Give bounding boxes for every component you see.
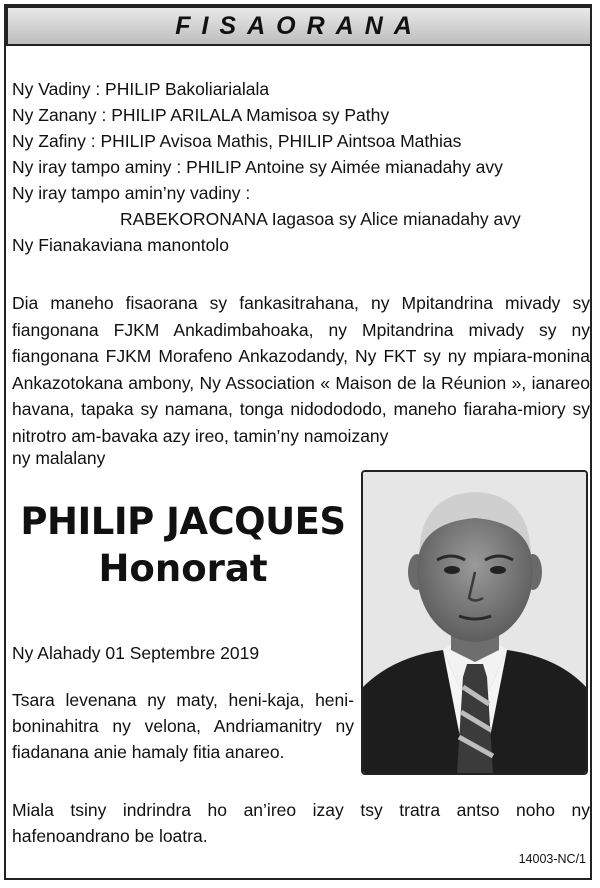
tribute-paragraph: Tsara levenana ny maty, heni-kaja, heni-boninahitra ny velona, Andriamanitry ny fiadanana anie hamaly fitia anareo.: [12, 690, 354, 762]
family-line-spouse: Ny Vadiny : PHILIP Bakoliarialala: [12, 79, 270, 99]
notice-header: [6, 6, 592, 46]
family-list: [12, 76, 521, 258]
portrait-photo: [361, 470, 588, 775]
family-line-whole-family: Ny Fianakaviana manontolo: [12, 235, 229, 255]
thanks-paragraph: Dia maneho fisaorana sy fankasitrahana, ny Mpitandrina mivady sy fiangonana FJKM Ankadimbahoaka, ny Mpitandrina mivady sy ny fiangonana FJKM Morafeno Ankazodandy, Ny FKT sy ny mpiara-monina Ankazotokana ambony, Ny Association « Maison de la Réunion », ianareo havana, tapaka sy namana, tonga nidodododo, maneho fiaraha-miory sy nitrotro am-bavaka azy ireo, tamin’ny namoizany: [12, 293, 590, 446]
family-line-spouse-siblings: Ny iray tampo amin’ny vadiny :: [12, 183, 251, 203]
deceased-given-name: Honorat: [98, 547, 268, 591]
family-line-siblings: Ny iray tampo aminy : PHILIP Antoine sy Aimée mianadahy avy: [12, 157, 503, 177]
family-line-spouse-siblings-names: RABEKORONANA Iagasoa sy Alice mianadahy avy: [120, 209, 521, 229]
notice-title: FISAORANA: [175, 11, 423, 40]
deceased-name-block: [12, 500, 354, 592]
family-line-grandchildren: Ny Zafiny : PHILIP Avisoa Mathis, PHILIP Aintsoa Mathias: [12, 131, 462, 151]
deceased-surname: PHILIP JACQUES: [20, 500, 346, 543]
thanks-paragraph-end: ny malalany: [12, 448, 106, 468]
death-date: Ny Alahady 01 Septembre 2019: [12, 643, 260, 663]
closing-paragraph: Miala tsiny indrindra ho an’ireo izay tsy tratra antso noho ny hafenoandrano be loatra.: [12, 800, 590, 846]
family-line-children: Ny Zanany : PHILIP ARILALA Mamisoa sy Pathy: [12, 105, 390, 125]
portrait-photo-icon: [363, 472, 586, 773]
reference-code: 14003-NC/1: [518, 852, 586, 866]
